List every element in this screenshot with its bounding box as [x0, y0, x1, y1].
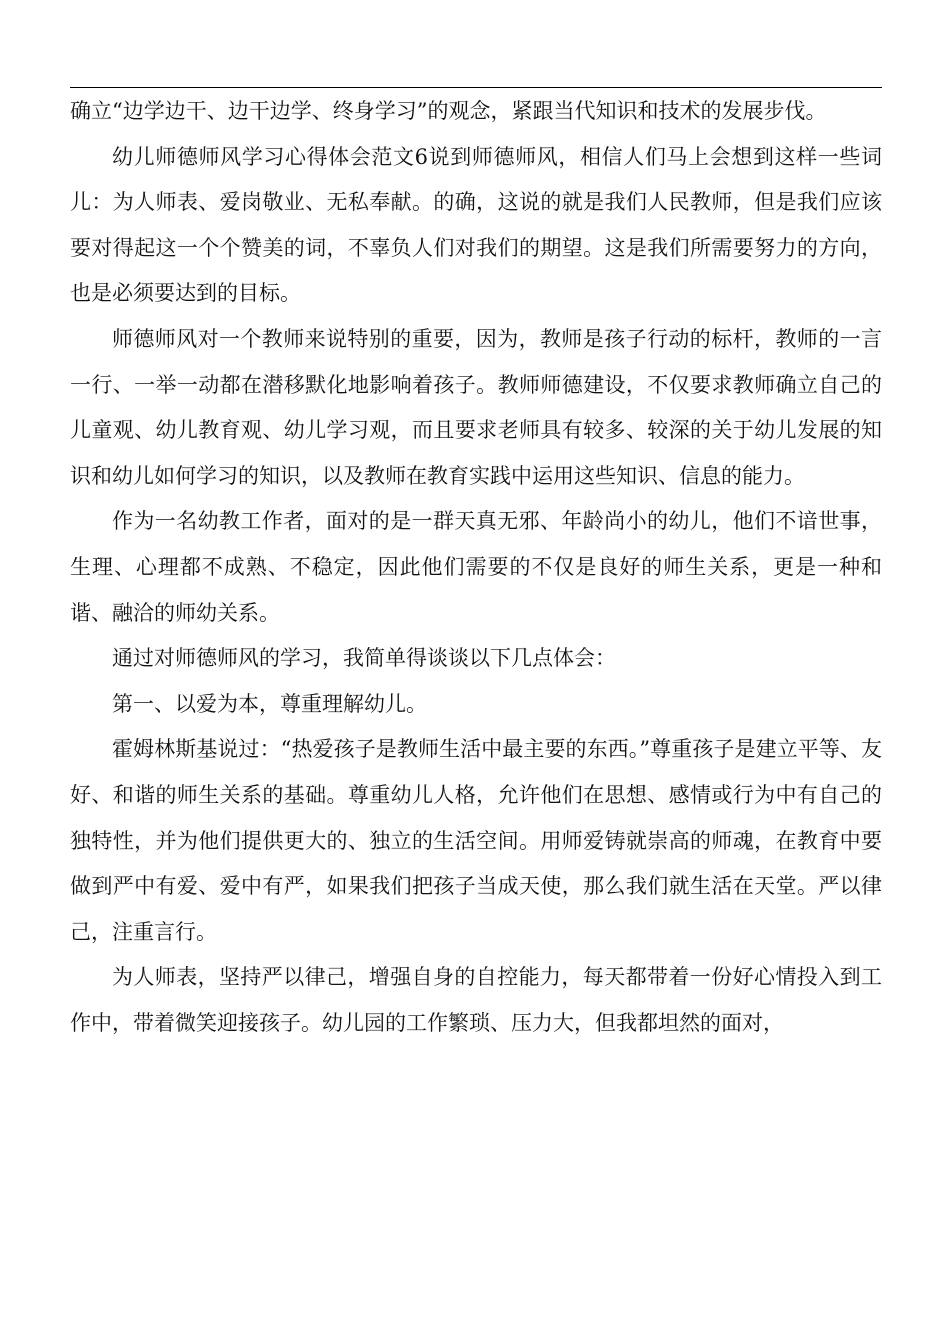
- paragraph-continuation: 确立“边学边干、边干边学、终身学习”的观念，紧跟当代知识和技术的发展步伐。: [70, 99, 827, 123]
- section-heading: 第一、以爱为本，尊重理解幼儿。: [112, 691, 427, 716]
- paragraph: 作为一名幼教工作者，面对的是一群天真无邪、年龄尚小的幼儿，他们不谙世事，生理、心理都不成熟、不稳定，因此他们需要的不仅是良好的师生关系，更是一种和谐、融洽的师幼关系。: [70, 509, 882, 625]
- document-body: [70, 89, 882, 1046]
- paragraph: 为人师表，坚持严以律己，增强自身的自控能力，每天都带着一份好心情投入到工作中，带着微笑迎接孩子。幼儿园的工作繁琐、压力大，但我都坦然的面对，: [70, 965, 882, 1035]
- paragraph: 幼儿师德师风学习心得体会范文6说到师德师风，相信人们马上会想到这样一些词儿：为人师表、爱岗敬业、无私奉献。的确，这说的就是我们人民教师，但是我们应该要对得起这一个个赞美的词，不辜负人们对我们的期望。这是我们所需要努力的方向，也是必须要达到的目标。: [70, 144, 882, 306]
- paragraph: 通过对师德师风的学习，我简单得谈谈以下几点体会：: [112, 646, 616, 671]
- paragraph: 霍姆林斯基说过：“热爱孩子是教师生活中最主要的东西。”尊重孩子是建立平等、友好、和谐的师生关系的基础。尊重幼儿人格，允许他们在思想、感情或行为中有自己的独特性，并为他们提供更大的、独立的生活空间。用师爱铸就崇高的师魂，在教育中要做到严中有爱、爱中有严，如果我们把孩子当成天使，那么我们就生活在天堂。严以律己，注重言行。: [70, 737, 882, 944]
- paragraph: 师德师风对一个教师来说特别的重要，因为，教师是孩子行动的标杆，教师的一言一行、一举一动都在潜移默化地影响着孩子。教师师德建设，不仅要求教师确立自己的儿童观、幼儿教育观、幼儿学习观，而且要求老师具有较多、较深的关于幼儿发展的知识和幼儿如何学习的知识，以及教师在教育实践中运用这些知识、信息的能力。: [70, 326, 882, 488]
- header-rule: [70, 87, 882, 88]
